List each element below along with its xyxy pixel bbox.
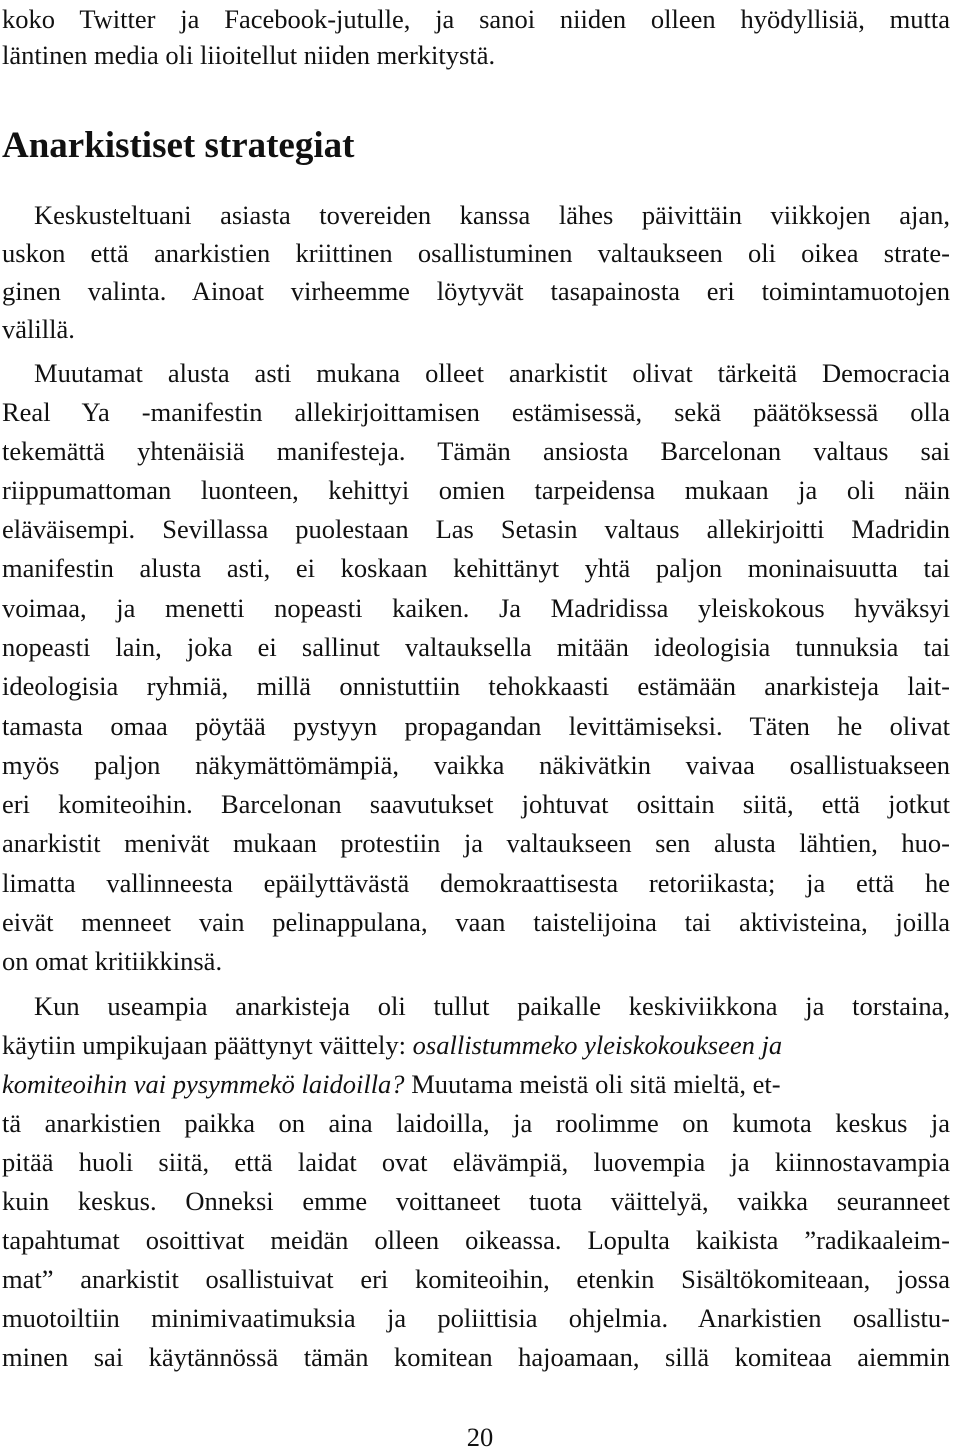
- text-line: eivät menneet vain pelinappulana, vaan taistelijoina tai aktivisteina, joilla: [2, 907, 950, 937]
- text-line: ideologisia ryhmiä, millä onnistuttiin tehokkaasti estämään anarkisteja lait-: [2, 671, 950, 701]
- text-line-mixed: [2, 1028, 950, 1062]
- text-line: välillä.: [2, 314, 75, 344]
- text-line: kuin keskus. Onneksi emme voittaneet tuota väittelyä, vaikka seuranneet: [2, 1186, 950, 1216]
- text-line: uskon että anarkistien kriittinen osallistuminen valtaukseen oli oikea strate-: [2, 238, 950, 268]
- text-line: nopeasti lain, joka ei sallinut valtauksella mitään ideologisia tunnuksia tai: [2, 632, 950, 662]
- text-line: voimaa, ja menetti nopeasti kaiken. Ja Madridissa yleiskokous hyväksyi: [2, 593, 950, 623]
- text-line: on omat kritiikkinsä.: [2, 946, 223, 976]
- text-line: eri komiteoihin. Barcelonan saavutukset johtuvat osittain siitä, että jotkut: [2, 789, 950, 819]
- section-heading: Anarkistiset strategiat: [2, 125, 355, 166]
- text-line: tapahtumat osoittivat meidän olleen oikeassa. Lopulta kaikista ”radikaaleim-: [2, 1225, 950, 1255]
- text-line: eläväisempi. Sevillassa puolestaan Las Setasin valtaus allekirjoitti Madridin: [2, 514, 950, 544]
- text-line-mixed: [2, 1067, 950, 1101]
- text-line: läntinen media oli liioitellut niiden merkitystä.: [2, 40, 496, 70]
- text-line: Keskusteltuani asiasta tovereiden kanssa lähes päivittäin viikkojen ajan,: [34, 200, 950, 230]
- text-line: limatta vallinneesta epäilyttävästä demokraattisesta retoriikasta; ja että he: [2, 868, 950, 898]
- text-line: koko Twitter ja Facebook-jutulle, ja sanoi niiden olleen hyödyllisiä, mutta: [2, 4, 950, 34]
- italic-question: osallistummeko yleiskokoukseen ja: [412, 1030, 783, 1060]
- text-line: myös paljon näkymättömämpiä, vaikka näkivätkin vaivaa osallistuakseen: [2, 750, 950, 780]
- text-line: Kun useampia anarkisteja oli tullut paikalle keskiviikkona ja torstaina,: [34, 991, 950, 1021]
- text-line: pitää huoli siitä, että laidat ovat elävämpiä, luovempia ja kiinnostavampia: [2, 1147, 950, 1177]
- text-line: anarkistit menivät mukaan protestiin ja valtaukseen sen alusta lähtien, huo-: [2, 828, 950, 858]
- text-span: Muutama meistä oli sitä mieltä, et-: [404, 1069, 781, 1099]
- text-span: käytiin umpikujaan päättynyt väittely:: [2, 1030, 413, 1060]
- text-line: tamasta omaa pöytää pystyyn propagandan levittämiseksi. Täten he olivat: [2, 711, 950, 741]
- text-line: minen sai käytännössä tämän komitean hajoamaan, sillä komiteaa aiemmin: [2, 1342, 950, 1372]
- text-line: mat” anarkistit osallistuivat eri komiteoihin, etenkin Sisältökomiteaan, jossa: [2, 1264, 950, 1294]
- text-line: tä anarkistien paikka on aina laidoilla, ja roolimme on kumota keskus ja: [2, 1108, 950, 1138]
- text-line: Real Ya -manifestin allekirjoittamisen estämisessä, sekä päätöksessä olla: [2, 397, 950, 427]
- italic-question: komiteoihin vai pysymmekö laidoilla?: [2, 1069, 405, 1099]
- text-line: ginen valinta. Ainoat virheemme löytyvät tasapainosta eri toimintamuotojen: [2, 276, 950, 306]
- text-line: Muutamat alusta asti mukana olleet anarkistit olivat tärkeitä Democracia: [34, 358, 950, 388]
- text-line: manifestin alusta asti, ei koskaan kehittänyt yhtä paljon moninaisuutta tai: [2, 553, 950, 583]
- text-line: muotoiltiin minimivaatimuksia ja poliittisia ohjelmia. Anarkistien osallistu-: [2, 1303, 950, 1333]
- page-number: 20: [466, 1422, 494, 1452]
- text-line: riippumattoman luonteen, kehittyi omien tarpeidensa mukaan ja oli näin: [2, 475, 950, 505]
- text-line: tekemättä yhtenäisiä manifesteja. Tämän ansiosta Barcelonan valtaus sai: [2, 436, 950, 466]
